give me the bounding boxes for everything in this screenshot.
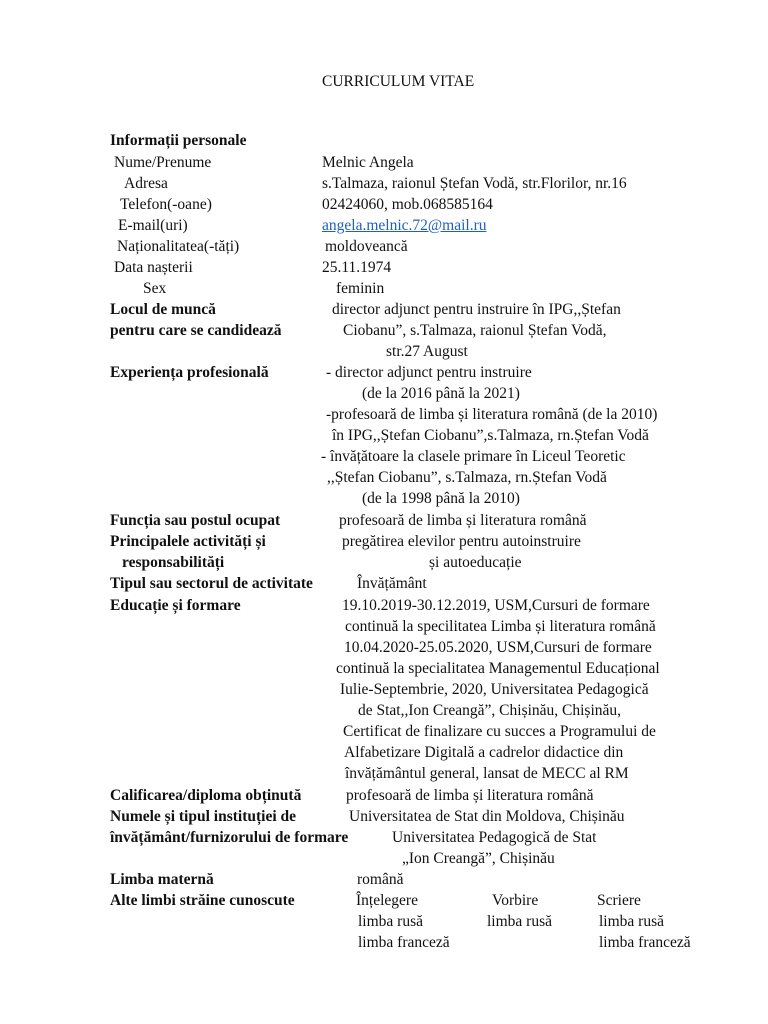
education-line: învățământul general, lansat de MECC al RM bbox=[345, 765, 629, 782]
experience-label: Experiența profesională bbox=[110, 364, 269, 381]
education-line: de Stat,,Ion Creangă”, Chișinău, Chișinău, bbox=[358, 702, 622, 719]
qualification-label: Calificarea/diploma obținută bbox=[110, 787, 302, 804]
languages-label: Alte limbi străine cunoscute bbox=[110, 892, 295, 909]
education-line: continuă la specilitatea Limba și literatura română bbox=[345, 618, 656, 635]
email-label: E-mail(uri) bbox=[118, 217, 188, 234]
education-label: Educație și formare bbox=[110, 597, 241, 614]
languages-cell: limba rusă bbox=[358, 913, 423, 930]
workplace-value-3: str.27 August bbox=[386, 343, 468, 360]
name-value: Melnic Angela bbox=[322, 154, 414, 171]
institution-label-2: învățământ/furnizorului de formare bbox=[110, 829, 349, 846]
position-value: profesoară de limba și literatura română bbox=[339, 512, 587, 529]
institution-value-1: Universitatea de Stat din Moldova, Chișinău bbox=[349, 808, 625, 825]
experience-line: (de la 2016 până la 2021) bbox=[362, 385, 520, 402]
address-label: Adresa bbox=[124, 175, 168, 192]
birth-label: Data nașterii bbox=[114, 259, 193, 276]
workplace-value-1: director adjunct pentru instruire în IPG,,Ștefan bbox=[332, 301, 621, 318]
education-line: 10.04.2020-25.05.2020, USM,Cursuri de formare bbox=[344, 639, 652, 656]
cv-title: CURRICULUM VITAE bbox=[322, 73, 475, 90]
education-line: continuă la specialitatea Managementul Educațional bbox=[336, 660, 660, 677]
workplace-value-2: Ciobanu”, s.Talmaza, raionul Ștefan Vodă, bbox=[343, 322, 607, 339]
activities-value-2: și autoeducație bbox=[429, 554, 522, 571]
sex-label: Sex bbox=[143, 280, 167, 297]
experience-line: (de la 1998 până la 2010) bbox=[362, 490, 520, 507]
phone-label: Telefon(-oane) bbox=[120, 196, 212, 213]
education-line: Iulie-Septembrie, 2020, Universitatea Pedagogică bbox=[340, 681, 649, 698]
experience-line: ,,Ștefan Ciobanu”, s.Talmaza, rn.Ștefan Vodă bbox=[327, 469, 607, 486]
languages-header-understanding: Înțelegere bbox=[356, 892, 418, 909]
sector-label: Tipul sau sectorul de activitate bbox=[110, 575, 313, 592]
sector-value: Învățământ bbox=[357, 575, 427, 592]
mother-tongue-label: Limba maternă bbox=[110, 871, 214, 888]
mother-tongue-value: română bbox=[357, 871, 404, 888]
institution-value-2: Universitatea Pedagogică de Stat bbox=[392, 829, 597, 846]
activities-label: Principalele activități și bbox=[110, 533, 266, 550]
institution-value-3: „Ion Creangă”, Chișinău bbox=[402, 850, 555, 867]
workplace-label: Locul de muncă bbox=[110, 301, 216, 318]
nationality-label: Naționalitatea(-tăți) bbox=[117, 238, 240, 255]
languages-cell: limba rusă bbox=[487, 913, 552, 930]
position-label: Funcția sau postul ocupat bbox=[110, 512, 281, 529]
languages-header-writing: Scriere bbox=[597, 892, 641, 909]
institution-label: Numele și tipul instituției de bbox=[110, 808, 297, 825]
address-value: s.Talmaza, raionul Ștefan Vodă, str.Florilor, nr.16 bbox=[322, 175, 627, 192]
nationality-value: moldoveancă bbox=[325, 238, 408, 255]
birth-value: 25.11.1974 bbox=[322, 259, 392, 276]
personal-heading: Informații personale bbox=[110, 132, 247, 149]
name-label: Nume/Prenume bbox=[114, 154, 212, 171]
activities-value-1: pregătirea elevilor pentru autoinstruire bbox=[342, 533, 581, 550]
email-link[interactable]: angela.melnic.72@mail.ru bbox=[322, 217, 487, 234]
education-line: Certificat de finalizare cu succes a Programului de bbox=[343, 723, 656, 740]
education-line: Alfabetizare Digitală a cadrelor didactice din bbox=[344, 744, 624, 761]
experience-line: - învățătoare la clasele primare în Liceul Teoretic bbox=[321, 448, 626, 465]
sex-value: feminin bbox=[336, 280, 385, 297]
experience-line: în IPG,,Ștefan Ciobanu”,s.Talmaza, rn.Ștefan Vodă bbox=[332, 427, 649, 444]
workplace-label-2: pentru care se candidează bbox=[110, 322, 282, 339]
experience-line: -profesoară de limba și literatura română (de la 2010) bbox=[326, 406, 658, 423]
experience-line: - director adjunct pentru instruire bbox=[326, 364, 532, 381]
languages-cell: limba rusă bbox=[599, 913, 664, 930]
qualification-value: profesoară de limba și literatura română bbox=[346, 787, 594, 804]
activities-label-2: responsabilități bbox=[122, 554, 225, 571]
phone-value: 02424060, mob.068585164 bbox=[322, 196, 493, 213]
languages-cell: limba franceză bbox=[358, 934, 450, 951]
languages-cell: limba franceză bbox=[599, 934, 691, 951]
languages-header-speaking: Vorbire bbox=[492, 892, 539, 909]
education-line: 19.10.2019-30.12.2019, USM,Cursuri de formare bbox=[342, 597, 650, 614]
